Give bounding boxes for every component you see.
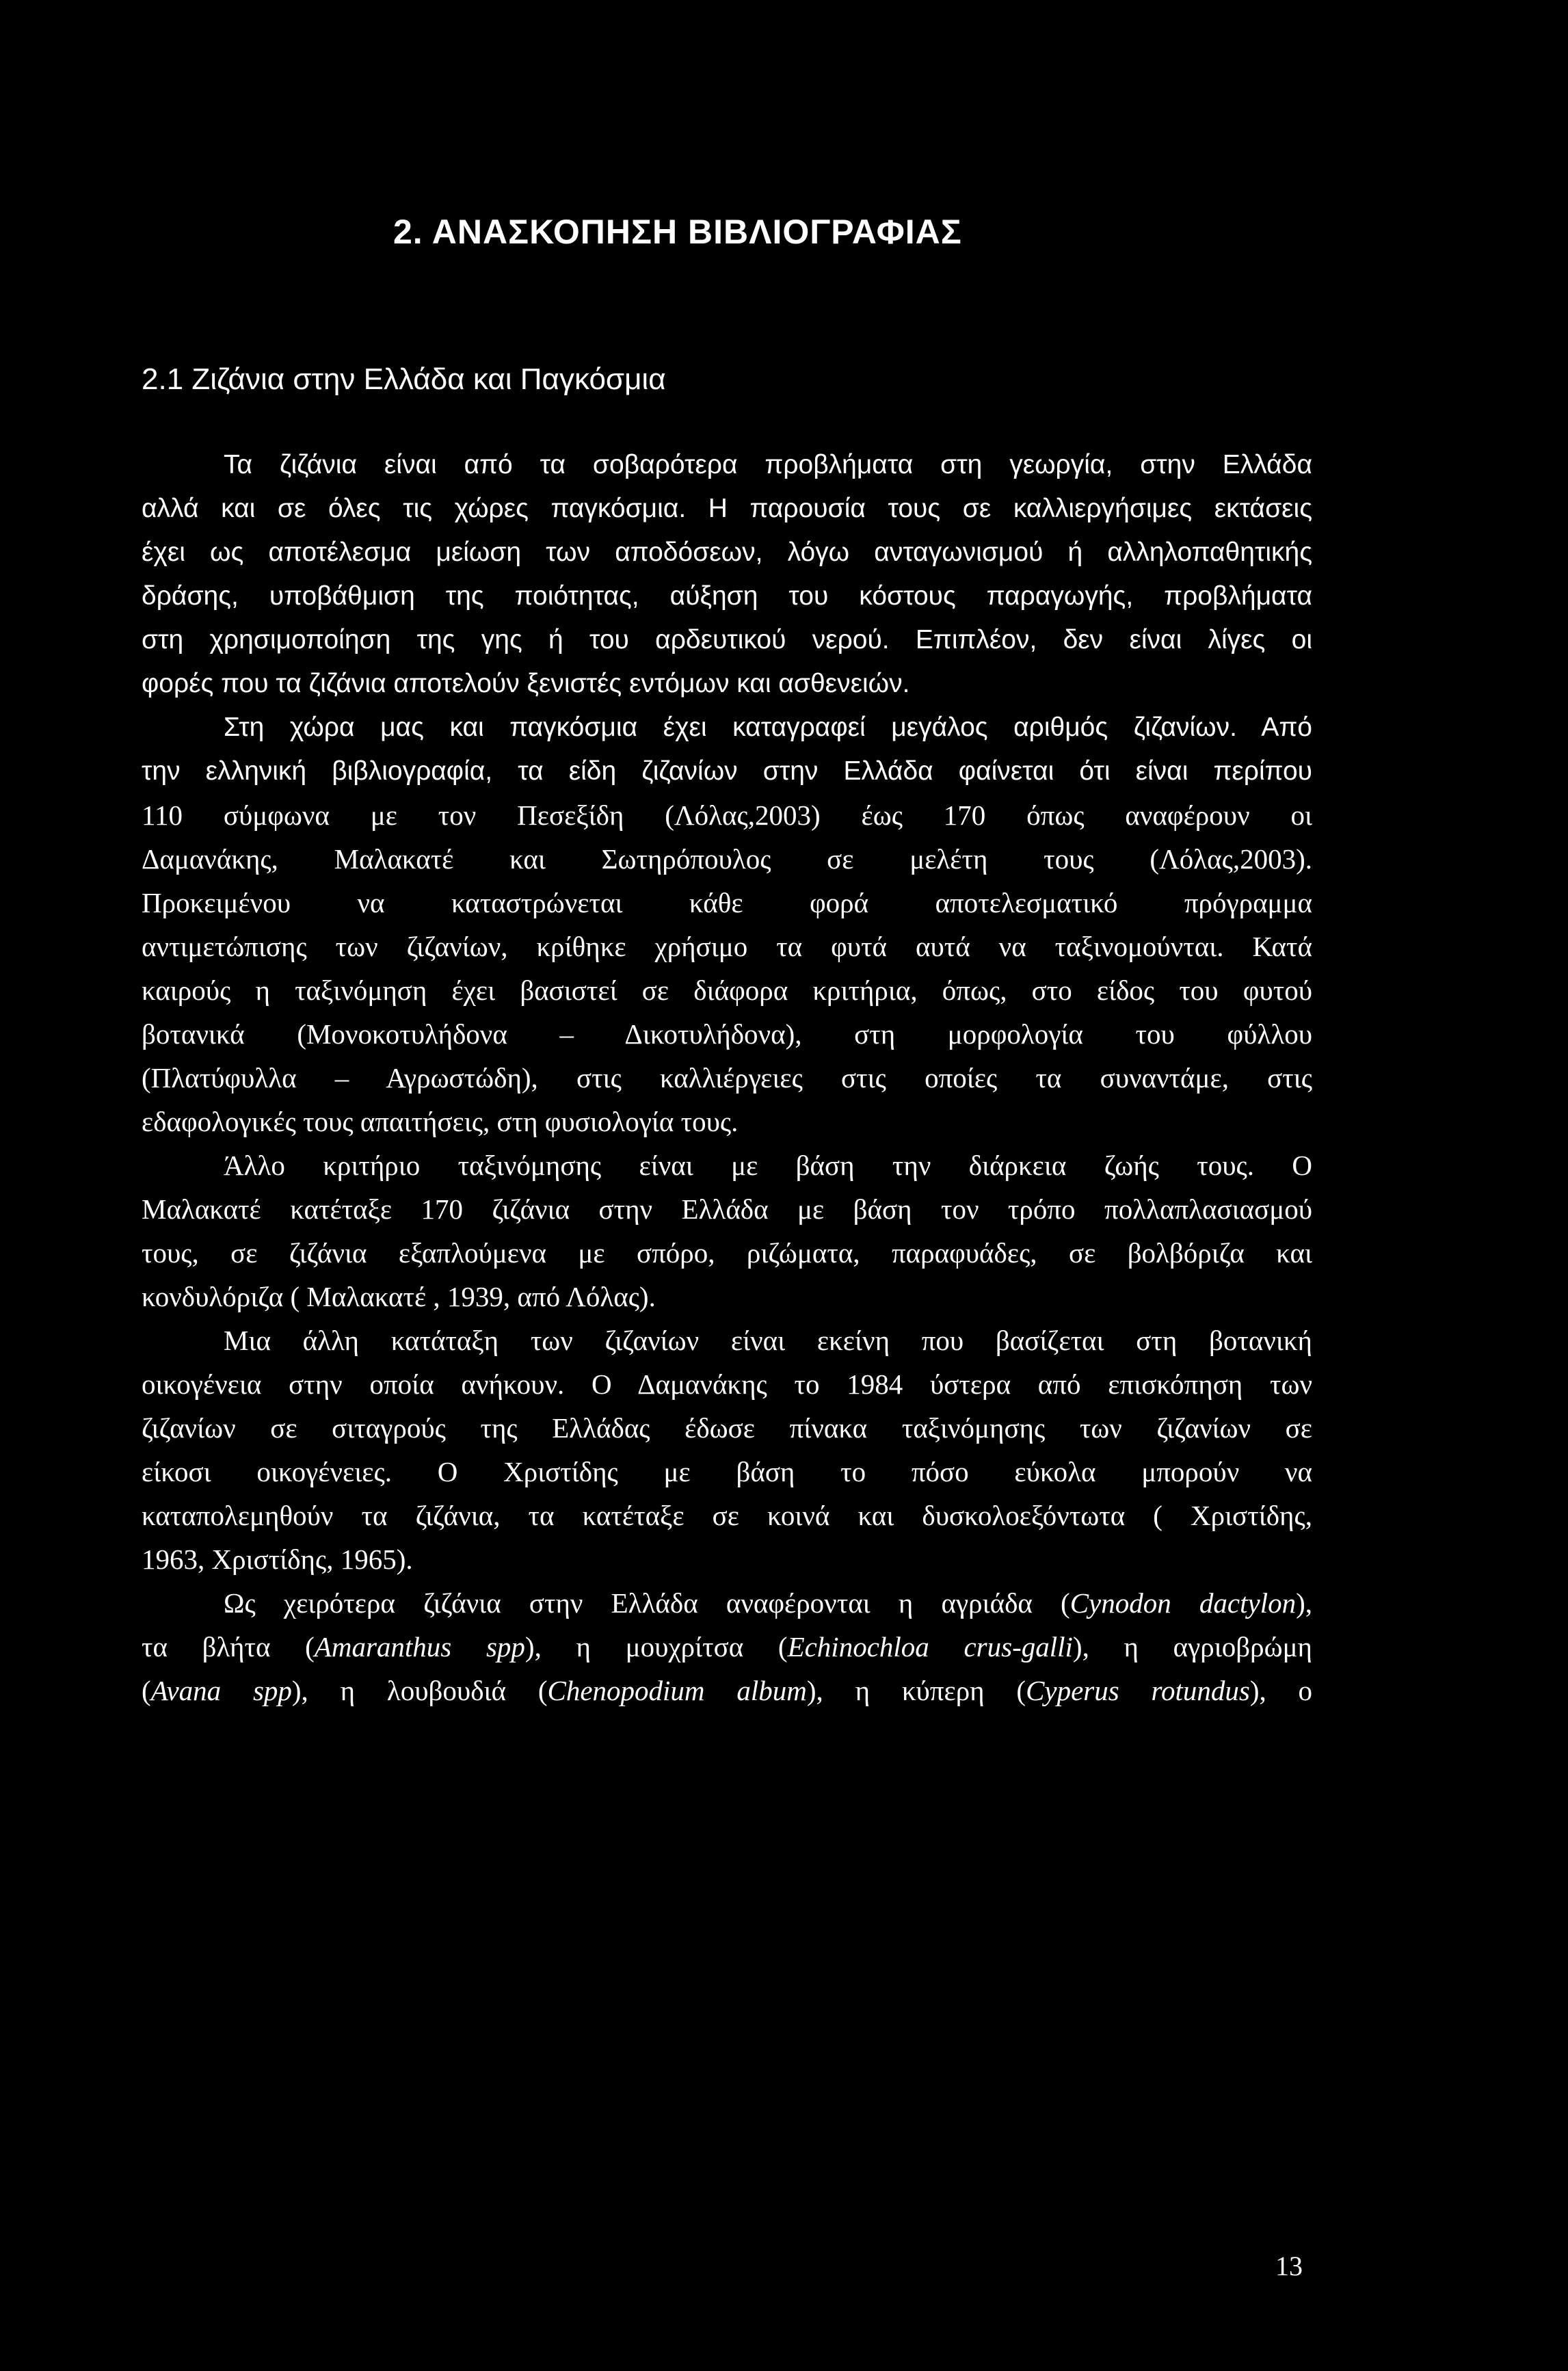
text-line: βοτανικά (Μονοκοτυλήδονα – Δικοτυλήδονα), στη μορφολογία του φύλλου xyxy=(142,1018,1312,1050)
text-line: (Πλατύφυλλα – Αγρωστώδη), στις καλλιέργειες στις οποίες τα συναντάμε, στις xyxy=(142,1062,1312,1094)
text-line: τους, σε ζιζάνια εξαπλούμενα με σπόρο, ριζώματα, παραφυάδες, σε βολβόριζα και xyxy=(142,1237,1312,1269)
text-line: στη χρησιμοποίηση της γης ή του αρδευτικού νερού. Επιπλέον, δεν είναι λίγες οι xyxy=(142,625,1312,654)
text-line: 1963, Χριστίδης, 1965). xyxy=(142,1544,413,1575)
text-line: (Avana spp), η λουβουδιά (Chenopodium album), η κύπερη (Cyperus rotundus), ο xyxy=(142,1675,1313,1706)
text-line: την ελληνική βιβλιογραφία, τα είδη ζιζανίων στην Ελλάδα φαίνεται ότι είναι περίπου xyxy=(142,756,1312,786)
text-line: φορές που τα ζιζάνια αποτελούν ξενιστές εντόμων και ασθενειών. xyxy=(142,669,910,698)
section-title: 2.1 Ζιζάνια στην Ελλάδα και Παγκόσμια xyxy=(142,362,666,396)
text-line: Προκειμένου να καταστρώνεται κάθε φορά αποτελεσματικό πρόγραμμα xyxy=(142,887,1312,918)
text-line: ζιζανίων σε σιταγρούς της Ελλάδας έδωσε πίνακα ταξινόμησης των ζιζανίων σε xyxy=(142,1412,1312,1444)
text-line: είκοσι οικογένειες. Ο Χριστίδης με βάση το πόσο εύκολα μπορούν να xyxy=(142,1456,1312,1487)
text-line: τα βλήτα (Amaranthus spp), η μουχρίτσα (Echinochloa crus-galli), η αγριοβρώμη xyxy=(142,1631,1312,1663)
text-line: έχει ως αποτέλεσμα μείωση των αποδόσεων, λόγω ανταγωνισμού ή αλληλοπαθητικής xyxy=(142,538,1312,567)
text-line: Στη χώρα μας και παγκόσμια έχει καταγραφεί μεγάλος αριθμός ζιζανίων. Από xyxy=(224,713,1312,742)
text-line: 110 σύμφωνα με τον Πεσεξίδη (Λόλας,2003) έως 170 όπως αναφέρουν οι xyxy=(142,799,1312,831)
text-line: οικογένεια στην οποία ανήκουν. Ο Δαμανάκης το 1984 ύστερα από επισκόπηση των xyxy=(142,1368,1312,1400)
text-line: Ως χειρότερα ζιζάνια στην Ελλάδα αναφέρονται η αγριάδα (Cynodon dactylon), xyxy=(224,1587,1312,1619)
text-line: Άλλο κριτήριο ταξινόμησης είναι με βάση την διάρκεια ζωής τους. Ο xyxy=(224,1150,1312,1181)
chapter-title: 2. ΑΝΑΣΚΟΠΗΣΗ ΒΙΒΛΙΟΓΡΑΦΙΑΣ xyxy=(393,213,962,251)
page-number: 13 xyxy=(1275,2251,1303,2281)
text-line: Μαλακατέ κατέταξε 170 ζιζάνια στην Ελλάδα με βάση τον τρόπο πολλαπλασιασμού xyxy=(142,1193,1312,1225)
text-line: Δαμανάκης, Μαλακατέ και Σωτηρόπουλος σε μελέτη τους (Λόλας,2003). xyxy=(142,843,1312,875)
text-line: δράσης, υποβάθμιση της ποιότητας, αύξηση του κόστους παραγωγής, προβλήματα xyxy=(142,581,1312,611)
text-line: εδαφολογικές τους απαιτήσεις, στη φυσιολογία τους. xyxy=(142,1106,739,1137)
text-line: αντιμετώπισης των ζιζανίων, κρίθηκε χρήσιμο τα φυτά αυτά να ταξινομούνται. Κατά xyxy=(142,931,1312,962)
text-line: καιρούς η ταξινόμηση έχει βασιστεί σε διάφορα κριτήρια, όπως, στο είδος του φυτού xyxy=(142,975,1312,1006)
text-line: αλλά και σε όλες τις χώρες παγκόσμια. Η παρουσία τους σε καλλιεργήσιμες εκτάσεις xyxy=(142,494,1312,523)
body-text xyxy=(142,443,1312,1712)
text-line: κονδυλόριζα ( Μαλακατέ , 1939, από Λόλας). xyxy=(142,1281,656,1312)
text-line: Μια άλλη κατάταξη των ζιζανίων είναι εκείνη που βασίζεται στη βοτανική xyxy=(224,1325,1312,1356)
text-line: Τα ζιζάνια είναι από τα σοβαρότερα προβλήματα στη γεωργία, στην Ελλάδα xyxy=(224,450,1312,479)
text-line: καταπολεμηθούν τα ζιζάνια, τα κατέταξε σε κοινά και δυσκολοεξόντωτα ( Χριστίδης, xyxy=(142,1500,1312,1531)
